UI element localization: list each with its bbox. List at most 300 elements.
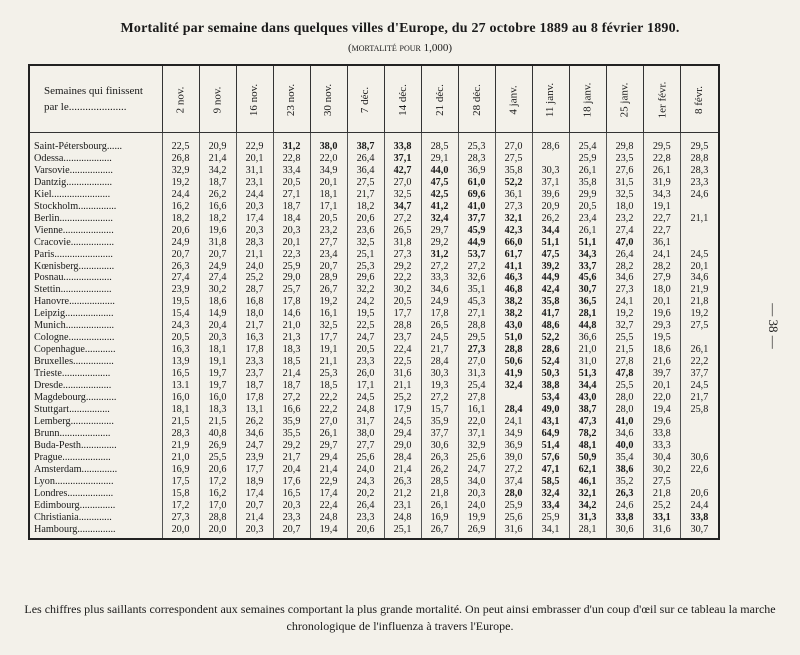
- mortality-cell: [681, 428, 718, 440]
- mortality-cell: 38,8: [532, 380, 569, 392]
- mortality-cell: 21,8: [643, 488, 681, 500]
- mortality-cell: 52,2: [532, 332, 569, 344]
- mortality-cell: 27,0: [310, 416, 347, 428]
- column-header: [384, 66, 421, 133]
- table-row: [30, 344, 718, 356]
- mortality-cell: 36,4: [347, 165, 384, 177]
- mortality-cell: 22,7: [643, 213, 681, 225]
- mortality-cell: 47,5: [532, 249, 569, 261]
- mortality-cell: 24,5: [421, 332, 458, 344]
- mortality-cell: 46,3: [495, 272, 532, 284]
- mortality-cell: 13.1: [162, 380, 199, 392]
- mortality-cell: 44,8: [569, 320, 606, 332]
- mortality-cell: 22,2: [310, 404, 347, 416]
- table-row: [30, 261, 718, 273]
- column-header-label: 21 déc.: [433, 84, 446, 116]
- mortality-cell: 17,7: [310, 332, 347, 344]
- mortality-cell: 20,5: [347, 344, 384, 356]
- city-name: Saint-Pétersbourg......: [34, 141, 123, 152]
- mortality-cell: 21,9: [162, 440, 199, 452]
- mortality-cell: 21,2: [384, 488, 421, 500]
- mortality-cell: 69,6: [458, 189, 495, 201]
- mortality-cell: 30,3: [421, 368, 458, 380]
- mortality-cell: 39,6: [532, 189, 569, 201]
- mortality-cell: 33,8: [606, 512, 643, 524]
- mortality-cell: 20,1: [643, 296, 681, 308]
- table-row: [30, 225, 718, 237]
- mortality-cell: 37,7: [458, 213, 495, 225]
- table-row: [30, 512, 718, 524]
- mortality-cell: 18,0: [606, 201, 643, 213]
- city-name: Leipzig...................: [34, 308, 114, 320]
- mortality-cell: 52,2: [495, 177, 532, 189]
- mortality-cell: 27,6: [606, 165, 643, 177]
- table-row: [30, 404, 718, 416]
- mortality-cell: 25,5: [199, 452, 236, 464]
- mortality-cell: 29,2: [384, 261, 421, 273]
- mortality-cell: 29,1: [421, 153, 458, 165]
- city-name: Lemberg.................: [34, 415, 114, 427]
- mortality-cell: 25,3: [347, 261, 384, 273]
- table-row: [30, 392, 718, 404]
- mortality-cell: 29,7: [310, 440, 347, 452]
- mortality-cell: 28,6: [532, 344, 569, 356]
- mortality-cell: 27,5: [681, 320, 718, 332]
- mortality-cell: 22,5: [162, 133, 199, 153]
- column-header-label: 11 janv.: [544, 82, 557, 118]
- mortality-cell: 22,2: [681, 356, 718, 368]
- column-header: [236, 66, 273, 133]
- mortality-cell: 28,1: [569, 308, 606, 320]
- city-name: Dresde...................: [34, 380, 112, 392]
- column-header-label: 18 janv.: [581, 82, 594, 118]
- mortality-cell: 17,8: [236, 344, 273, 356]
- mortality-cell: 26,0: [347, 368, 384, 380]
- mortality-cell: 44,0: [421, 165, 458, 177]
- table-row: [30, 177, 718, 189]
- column-header-label: 28 déc.: [470, 84, 483, 116]
- mortality-cell: 33,3: [643, 440, 681, 452]
- table-row: [30, 249, 718, 261]
- mortality-cell: 19,2: [310, 296, 347, 308]
- mortality-cell: 24,1: [606, 296, 643, 308]
- mortality-cell: 20,7: [199, 249, 236, 261]
- mortality-cell: 19,9: [458, 512, 495, 524]
- mortality-cell: 35,8: [569, 177, 606, 189]
- mortality-cell: 29,9: [569, 189, 606, 201]
- mortality-cell: 43,1: [532, 416, 569, 428]
- mortality-cell: 47,5: [421, 177, 458, 189]
- mortality-cell: 51,1: [532, 237, 569, 249]
- mortality-cell: 32,2: [347, 284, 384, 296]
- mortality-cell: 25,1: [347, 249, 384, 261]
- mortality-cell: 18,5: [310, 380, 347, 392]
- mortality-cell: 28,2: [643, 261, 681, 273]
- mortality-cell: 18,6: [199, 296, 236, 308]
- mortality-cell: 36,5: [569, 296, 606, 308]
- mortality-cell: 29,7: [421, 225, 458, 237]
- mortality-cell: 37,7: [421, 428, 458, 440]
- mortality-cell: 41,0: [458, 201, 495, 213]
- column-header: [162, 66, 199, 133]
- mortality-cell: 23,2: [310, 225, 347, 237]
- city-name: Odessa...................: [34, 152, 112, 164]
- mortality-cell: 30,2: [643, 464, 681, 476]
- mortality-cell: 23,9: [162, 284, 199, 296]
- mortality-cell: 30,2: [384, 284, 421, 296]
- mortality-cell: [681, 332, 718, 344]
- mortality-cell: 24,0: [458, 500, 495, 512]
- mortality-cell: 27,5: [643, 476, 681, 488]
- mortality-cell: 22,9: [310, 476, 347, 488]
- table-row: [30, 524, 718, 539]
- mortality-cell: 78,2: [569, 428, 606, 440]
- mortality-cell: 27,3: [495, 201, 532, 213]
- mortality-cell: 28,5: [421, 133, 458, 153]
- mortality-cell: 26,5: [421, 320, 458, 332]
- mortality-cell: 21,5: [162, 416, 199, 428]
- mortality-cell: 36,9: [458, 165, 495, 177]
- mortality-cell: 18,2: [162, 213, 199, 225]
- mortality-cell: 24,6: [606, 500, 643, 512]
- mortality-cell: 30,7: [681, 524, 718, 539]
- mortality-cell: 33,8: [384, 133, 421, 153]
- mortality-cell: 28,2: [606, 261, 643, 273]
- mortality-cell: 24,1: [643, 249, 681, 261]
- mortality-cell: 36,6: [569, 332, 606, 344]
- mortality-cell: 28,3: [681, 165, 718, 177]
- mortality-cell: 33,4: [532, 500, 569, 512]
- mortality-cell: 25,6: [347, 452, 384, 464]
- mortality-cell: 20,3: [236, 225, 273, 237]
- mortality-cell: 34,6: [606, 428, 643, 440]
- mortality-cell: 38,2: [495, 308, 532, 320]
- mortality-cell: 40,8: [199, 428, 236, 440]
- mortality-cell: 23,9: [236, 452, 273, 464]
- mortality-cell: 32,4: [421, 213, 458, 225]
- mortality-cell: 21,1: [236, 249, 273, 261]
- mortality-cell: 28,8: [681, 153, 718, 165]
- mortality-cell: 20,7: [273, 524, 310, 539]
- mortality-cell: 38,7: [347, 133, 384, 153]
- column-header: [273, 66, 310, 133]
- mortality-cell: 29,5: [458, 332, 495, 344]
- mortality-cell: 16,8: [236, 296, 273, 308]
- mortality-cell: 38,6: [606, 464, 643, 476]
- mortality-cell: 27,1: [458, 308, 495, 320]
- table-body: [30, 133, 718, 539]
- column-header: [421, 66, 458, 133]
- mortality-cell: 46,1: [569, 476, 606, 488]
- column-header-label: 2 nov.: [174, 86, 187, 114]
- table-row: [30, 213, 718, 225]
- table-row: [30, 452, 718, 464]
- mortality-cell: 20,3: [458, 488, 495, 500]
- mortality-cell: [681, 476, 718, 488]
- mortality-cell: 28,6: [532, 133, 569, 153]
- row-header-label: [30, 66, 162, 133]
- mortality-cell: 41,0: [606, 416, 643, 428]
- mortality-cell: 31,9: [643, 177, 681, 189]
- mortality-cell: 24,3: [347, 476, 384, 488]
- mortality-cell: 23,1: [384, 500, 421, 512]
- mortality-cell: 50,3: [532, 368, 569, 380]
- mortality-cell: 24,8: [310, 512, 347, 524]
- mortality-cell: 17,1: [310, 201, 347, 213]
- mortality-cell: 22,6: [681, 464, 718, 476]
- mortality-cell: 23,7: [236, 368, 273, 380]
- mortality-cell: 14,6: [273, 308, 310, 320]
- table-row: [30, 165, 718, 177]
- mortality-cell: 23,4: [569, 213, 606, 225]
- mortality-cell: 27,2: [384, 213, 421, 225]
- mortality-cell: 20,1: [681, 261, 718, 273]
- column-header: [532, 66, 569, 133]
- city-name: Hambourg...............: [34, 523, 116, 535]
- mortality-cell: 20,6: [347, 524, 384, 539]
- mortality-cell: 35,5: [273, 428, 310, 440]
- mortality-cell: 30,2: [199, 284, 236, 296]
- column-header-label: 4 janv.: [507, 85, 520, 115]
- mortality-cell: 21,9: [681, 284, 718, 296]
- mortality-cell: 33,4: [273, 165, 310, 177]
- mortality-cell: 28,0: [495, 488, 532, 500]
- mortality-cell: 18,5: [273, 356, 310, 368]
- column-header: [495, 66, 532, 133]
- mortality-cell: 16,9: [162, 464, 199, 476]
- mortality-cell: 23,1: [236, 177, 273, 189]
- mortality-cell: 33,8: [643, 428, 681, 440]
- mortality-cell: 20,0: [162, 524, 199, 539]
- table-row: [30, 416, 718, 428]
- mortality-cell: 19,4: [310, 524, 347, 539]
- mortality-cell: 35,2: [606, 476, 643, 488]
- mortality-cell: 40,0: [606, 440, 643, 452]
- mortality-cell: 44,9: [458, 237, 495, 249]
- table-row: [30, 380, 718, 392]
- mortality-cell: [681, 201, 718, 213]
- column-header-label: 23 nov.: [285, 83, 298, 117]
- table-row: [30, 133, 718, 153]
- mortality-cell: 24,9: [421, 296, 458, 308]
- mortality-cell: 20,1: [236, 153, 273, 165]
- mortality-cell: 18,9: [236, 476, 273, 488]
- city-name: Christiania.............: [34, 511, 112, 523]
- mortality-cell: 31,2: [421, 249, 458, 261]
- column-header: [199, 66, 236, 133]
- mortality-cell: 23,3: [236, 356, 273, 368]
- mortality-cell: 29,3: [643, 320, 681, 332]
- mortality-cell: 23,6: [347, 225, 384, 237]
- mortality-cell: 30,7: [569, 284, 606, 296]
- mortality-cell: 19,5: [347, 308, 384, 320]
- mortality-cell: 16,3: [236, 332, 273, 344]
- mortality-cell: 19,4: [643, 404, 681, 416]
- mortality-cell: 51,4: [532, 440, 569, 452]
- mortality-cell: 24,2: [347, 296, 384, 308]
- mortality-cell: [495, 392, 532, 404]
- table-row: [30, 356, 718, 368]
- mortality-cell: 29,0: [273, 272, 310, 284]
- table-row: [30, 308, 718, 320]
- mortality-cell: 19,2: [681, 308, 718, 320]
- column-header: [606, 66, 643, 133]
- row-header-line1: Semaines qui finissent: [44, 85, 143, 97]
- mortality-cell: 35,8: [532, 296, 569, 308]
- mortality-cell: 47,8: [606, 368, 643, 380]
- mortality-cell: 25,8: [681, 404, 718, 416]
- mortality-cell: 39,7: [643, 368, 681, 380]
- mortality-cell: 32,1: [569, 488, 606, 500]
- mortality-cell: 24,7: [236, 440, 273, 452]
- mortality-cell: 47,0: [606, 237, 643, 249]
- mortality-cell: 27,5: [495, 153, 532, 165]
- mortality-cell: 20,5: [310, 213, 347, 225]
- table-row: [30, 440, 718, 452]
- column-header: [681, 66, 718, 133]
- mortality-cell: 21,8: [681, 296, 718, 308]
- mortality-cell: 26,1: [643, 165, 681, 177]
- mortality-cell: 16,3: [162, 344, 199, 356]
- mortality-cell: 23,3: [681, 177, 718, 189]
- mortality-cell: 35,9: [421, 416, 458, 428]
- mortality-cell: 25,6: [458, 452, 495, 464]
- mortality-cell: 31,6: [643, 524, 681, 539]
- mortality-cell: 43,0: [569, 392, 606, 404]
- mortality-cell: 32,4: [532, 488, 569, 500]
- city-name: Cracovie.................: [34, 236, 115, 248]
- city-name: Magdebourg............: [34, 392, 117, 404]
- mortality-cell: 36,1: [643, 237, 681, 249]
- mortality-cell: 41,1: [495, 261, 532, 273]
- mortality-cell: 46,8: [495, 284, 532, 296]
- mortality-cell: 20,9: [199, 133, 236, 153]
- mortality-cell: 26,3: [606, 488, 643, 500]
- mortality-cell: 38,2: [495, 296, 532, 308]
- mortality-cell: 31,0: [569, 356, 606, 368]
- mortality-cell: 20,1: [273, 237, 310, 249]
- mortality-cell: 43,0: [495, 320, 532, 332]
- city-name: Munich...................: [34, 320, 115, 332]
- mortality-cell: 26,2: [421, 464, 458, 476]
- mortality-cell: 27,0: [495, 133, 532, 153]
- mortality-cell: 16,2: [162, 201, 199, 213]
- mortality-cell: 32,4: [495, 380, 532, 392]
- mortality-cell: 26,9: [199, 440, 236, 452]
- mortality-cell: 26,8: [162, 153, 199, 165]
- mortality-cell: 25,4: [458, 380, 495, 392]
- mortality-cell: 20,3: [273, 500, 310, 512]
- mortality-cell: 20,7: [310, 261, 347, 273]
- mortality-cell: 48,1: [569, 440, 606, 452]
- mortality-cell: 42,4: [532, 284, 569, 296]
- mortality-cell: [681, 225, 718, 237]
- page-subtitle: (mortalité pour 1,000): [347, 42, 452, 54]
- mortality-cell: 21,1: [310, 356, 347, 368]
- mortality-cell: 20,5: [273, 177, 310, 189]
- mortality-cell: 21,1: [384, 380, 421, 392]
- mortality-cell: 34,2: [199, 165, 236, 177]
- mortality-cell: 25,2: [643, 500, 681, 512]
- mortality-cell: 32,9: [162, 165, 199, 177]
- mortality-cell: 28,8: [495, 344, 532, 356]
- mortality-cell: 19,1: [643, 201, 681, 213]
- mortality-cell: 18,0: [236, 308, 273, 320]
- mortality-cell: 27,7: [347, 440, 384, 452]
- mortality-table: [30, 66, 718, 538]
- mortality-cell: 20,7: [162, 249, 199, 261]
- mortality-cell: 22,5: [384, 356, 421, 368]
- mortality-cell: 28,3: [458, 153, 495, 165]
- mortality-cell: 36,9: [495, 440, 532, 452]
- mortality-cell: 21,0: [162, 452, 199, 464]
- mortality-cell: 31,8: [199, 237, 236, 249]
- mortality-cell: 37,4: [495, 476, 532, 488]
- mortality-cell: 25,7: [273, 284, 310, 296]
- mortality-cell: 21,7: [347, 189, 384, 201]
- mortality-cell: 41,2: [421, 201, 458, 213]
- mortality-cell: 48,6: [532, 320, 569, 332]
- city-name: Prague...................: [34, 451, 111, 463]
- mortality-cell: 26,1: [310, 428, 347, 440]
- mortality-cell: 66,0: [495, 237, 532, 249]
- mortality-cell: 17,0: [199, 500, 236, 512]
- mortality-cell: 32,6: [458, 272, 495, 284]
- mortality-cell: 35,9: [273, 416, 310, 428]
- mortality-cell: 19,1: [199, 356, 236, 368]
- mortality-cell: 24,0: [236, 261, 273, 273]
- mortality-cell: 27,2: [495, 464, 532, 476]
- mortality-cell: 38,0: [310, 133, 347, 153]
- mortality-cell: 33,8: [681, 512, 718, 524]
- mortality-cell: 26,2: [236, 416, 273, 428]
- mortality-cell: 20,6: [681, 488, 718, 500]
- mortality-cell: 18,4: [273, 213, 310, 225]
- mortality-cell: 27,3: [162, 512, 199, 524]
- mortality-cell: 18,2: [347, 201, 384, 213]
- mortality-cell: 21,4: [236, 512, 273, 524]
- mortality-cell: 20,5: [384, 296, 421, 308]
- mortality-cell: 18,2: [199, 213, 236, 225]
- mortality-cell: 21,5: [199, 416, 236, 428]
- mortality-cell: 27,2: [421, 261, 458, 273]
- mortality-cell: 23,3: [347, 512, 384, 524]
- mortality-cell: 28,3: [162, 428, 199, 440]
- mortality-cell: 47,1: [532, 464, 569, 476]
- mortality-cell: 24,5: [681, 380, 718, 392]
- mortality-cell: 27,2: [458, 261, 495, 273]
- mortality-cell: 26,7: [421, 524, 458, 539]
- column-header-label: 9 nov.: [211, 86, 224, 114]
- mortality-cell: 26,9: [458, 524, 495, 539]
- mortality-cell: 41,9: [495, 368, 532, 380]
- mortality-cell: 37,7: [681, 368, 718, 380]
- mortality-cell: 22,4: [384, 344, 421, 356]
- mortality-cell: 52,4: [532, 356, 569, 368]
- mortality-cell: 34,6: [606, 272, 643, 284]
- mortality-cell: 21,3: [273, 332, 310, 344]
- mortality-cell: 22,0: [458, 416, 495, 428]
- mortality-cell: 24,8: [384, 512, 421, 524]
- mortality-cell: 31,3: [569, 512, 606, 524]
- footnote: Les chiffres plus saillants correspondent aux semaines comportant la plus grande mortalité. On peut ainsi embrasser d'un coup d'œil sur ce tableau la marche chronologique de l'influenza à travers l'Europe.: [24, 602, 776, 633]
- mortality-cell: 20,7: [236, 500, 273, 512]
- mortality-cell: 34,0: [458, 476, 495, 488]
- mortality-cell: 28,8: [384, 320, 421, 332]
- mortality-table-frame: [28, 64, 720, 540]
- mortality-cell: 24,7: [347, 332, 384, 344]
- mortality-cell: 21,7: [681, 392, 718, 404]
